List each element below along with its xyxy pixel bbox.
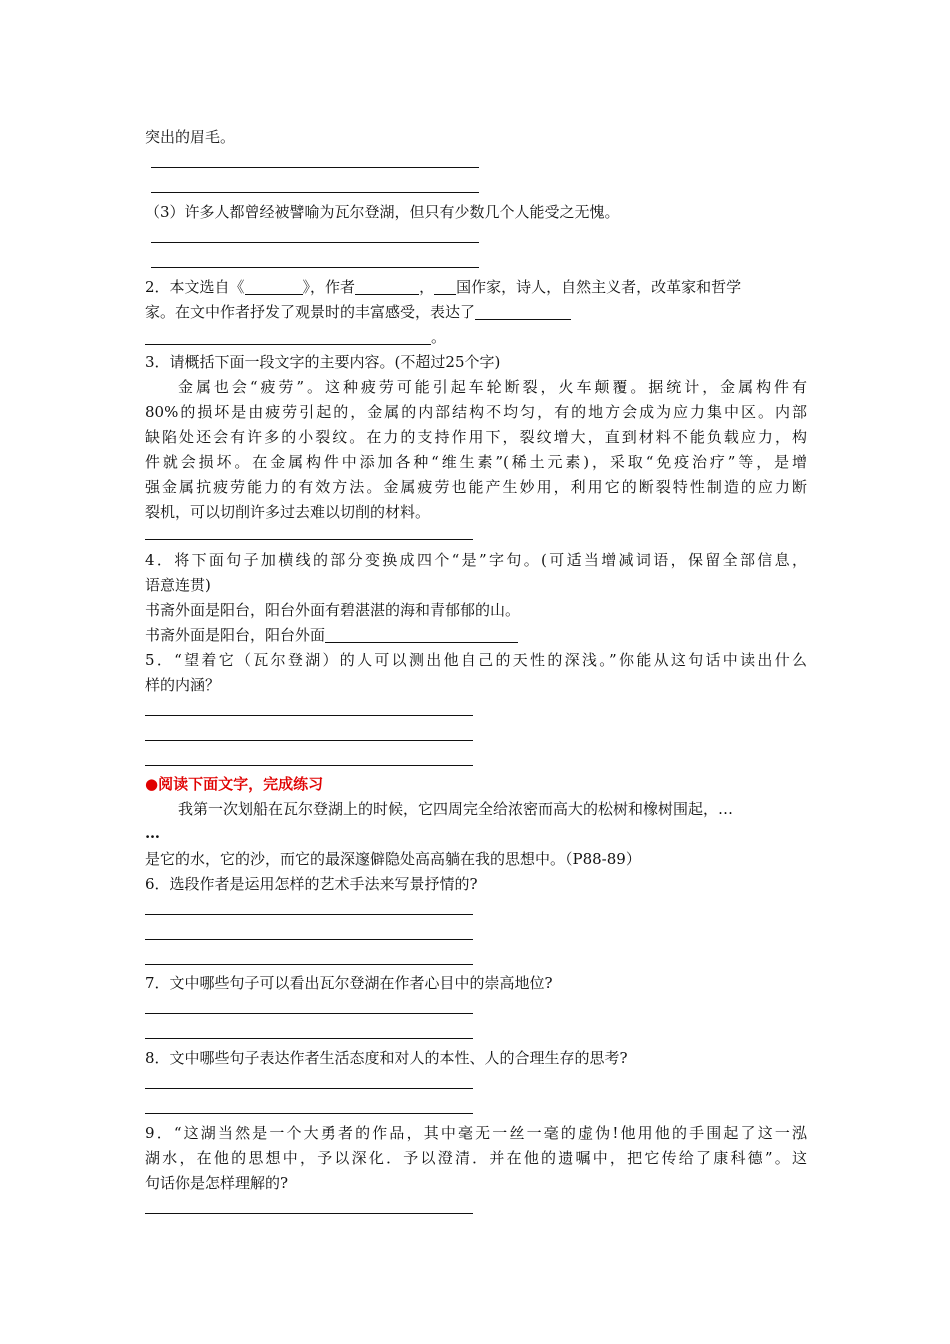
q2-text-b: 》，作者	[302, 278, 356, 296]
reading-line: 是它的水，它的沙，而它的最深邃僻隐处高高躺在我的思想中。（P88-89）	[145, 850, 641, 868]
answer-line	[145, 765, 473, 766]
question-3: 3．请概括下面一段文字的主要内容。(不超过25个字)	[145, 353, 501, 371]
expression-blank-2	[145, 329, 431, 345]
answer-line	[145, 1038, 473, 1039]
answer-line	[145, 539, 473, 540]
author-blank	[355, 279, 419, 295]
question-5: 5．“望着它（瓦尔登湖）的人可以测出他自己的天性的深浅。”你能从这句话中读出什么	[145, 651, 807, 669]
answer-line	[145, 1088, 473, 1089]
passage-line: 件就会损坏。在金属构件中添加各种“维生素”(稀土元素)，采取“免疫治疗”等，是增	[145, 453, 807, 471]
answer-line	[151, 167, 479, 168]
question-4-line-2: 语意连贯)	[145, 576, 211, 594]
answer-line	[145, 1013, 473, 1014]
question-2-line-1	[145, 276, 741, 298]
question-9: 9．“这湖当然是一个大勇者的作品，其中毫无一丝一毫的虚伪!他用他的手围起了这一泓	[145, 1124, 807, 1142]
line-1: 突出的眉毛。	[145, 128, 236, 146]
q2-text-d: 国作家，诗人，自然主义者，改革家和哲学	[456, 278, 742, 296]
question-2-line-2	[145, 301, 571, 323]
example-sentence: 书斋外面是阳台，阳台外面有碧湛湛的海和青郁郁的山。	[145, 601, 521, 619]
answer-line	[145, 964, 473, 965]
reading-ellipsis: …	[145, 824, 160, 842]
answer-line	[151, 242, 479, 243]
q2-text-f: 。	[431, 328, 447, 346]
expression-blank	[475, 304, 571, 320]
answer-line	[145, 1213, 473, 1214]
answer-line	[145, 715, 473, 716]
question-7: 7．文中哪些句子可以看出瓦尔登湖在作者心目中的崇高地位?	[145, 974, 553, 992]
answer-line	[145, 740, 473, 741]
rewrite-prefix: 书斋外面是阳台，阳台外面	[145, 626, 326, 644]
question-6: 6．选段作者是运用怎样的艺术手法来写景抒情的?	[145, 875, 478, 893]
reading-line: 我第一次划船在瓦尔登湖上的时候，它四周完全给浓密而高大的松树和橡树围起，…	[178, 800, 734, 818]
answer-line	[145, 1113, 473, 1114]
passage-line: 强金属抗疲劳能力的有效方法。金属疲劳也能产生妙用，利用它的断裂特性制造的应力断	[145, 478, 807, 496]
section-heading: ●阅读下面文字，完成练习	[145, 775, 324, 793]
q2-text-e: 家。在文中作者抒发了观景时的丰富感受，表达了	[145, 303, 476, 321]
question-4: 4．将下面句子加横线的部分变换成四个“是”字句。(可适当增减词语，保留全部信息，	[145, 551, 807, 569]
rewrite-line	[145, 624, 518, 646]
answer-line	[151, 267, 479, 268]
question-9-line-2: 湖水，在他的思想中，予以深化．予以澄清．并在他的遗嘱中，把它传给了康科德”。这	[145, 1149, 807, 1167]
answer-line	[151, 192, 479, 193]
q2-text-a: 2．本文选自《	[145, 278, 245, 296]
country-blank	[434, 279, 456, 295]
rewrite-blank	[325, 627, 518, 643]
q2-text-c: ，	[419, 278, 435, 296]
question-9-line-3: 句话你是怎样理解的?	[145, 1174, 289, 1192]
question-1-3: （3）许多人都曾经被譬喻为瓦尔登湖，但只有少数几个人能受之无愧。	[145, 203, 620, 221]
answer-line	[145, 939, 473, 940]
passage-line: 80%的损坏是由疲劳引起的，金属的内部结构不均匀，有的地方会成为应力集中区。内部	[145, 403, 807, 421]
answer-line	[145, 914, 473, 915]
passage-line: 裂机，可以切削许多过去难以切削的材料。	[145, 503, 431, 521]
book-title-blank	[245, 279, 303, 295]
question-8: 8．文中哪些句子表达作者生活态度和对人的本性、人的合理生存的思考?	[145, 1049, 628, 1067]
passage-line: 缺陷处还会有许多的小裂纹。在力的支持作用下，裂纹增大，直到材料不能负载应力，构	[145, 428, 807, 446]
question-2-line-3	[145, 326, 446, 348]
passage-line: 金属也会“疲劳”。这种疲劳可能引起车轮断裂，火车颠覆。据统计，金属构件有	[178, 378, 807, 396]
question-5-line-2: 样的内涵？	[145, 676, 221, 694]
